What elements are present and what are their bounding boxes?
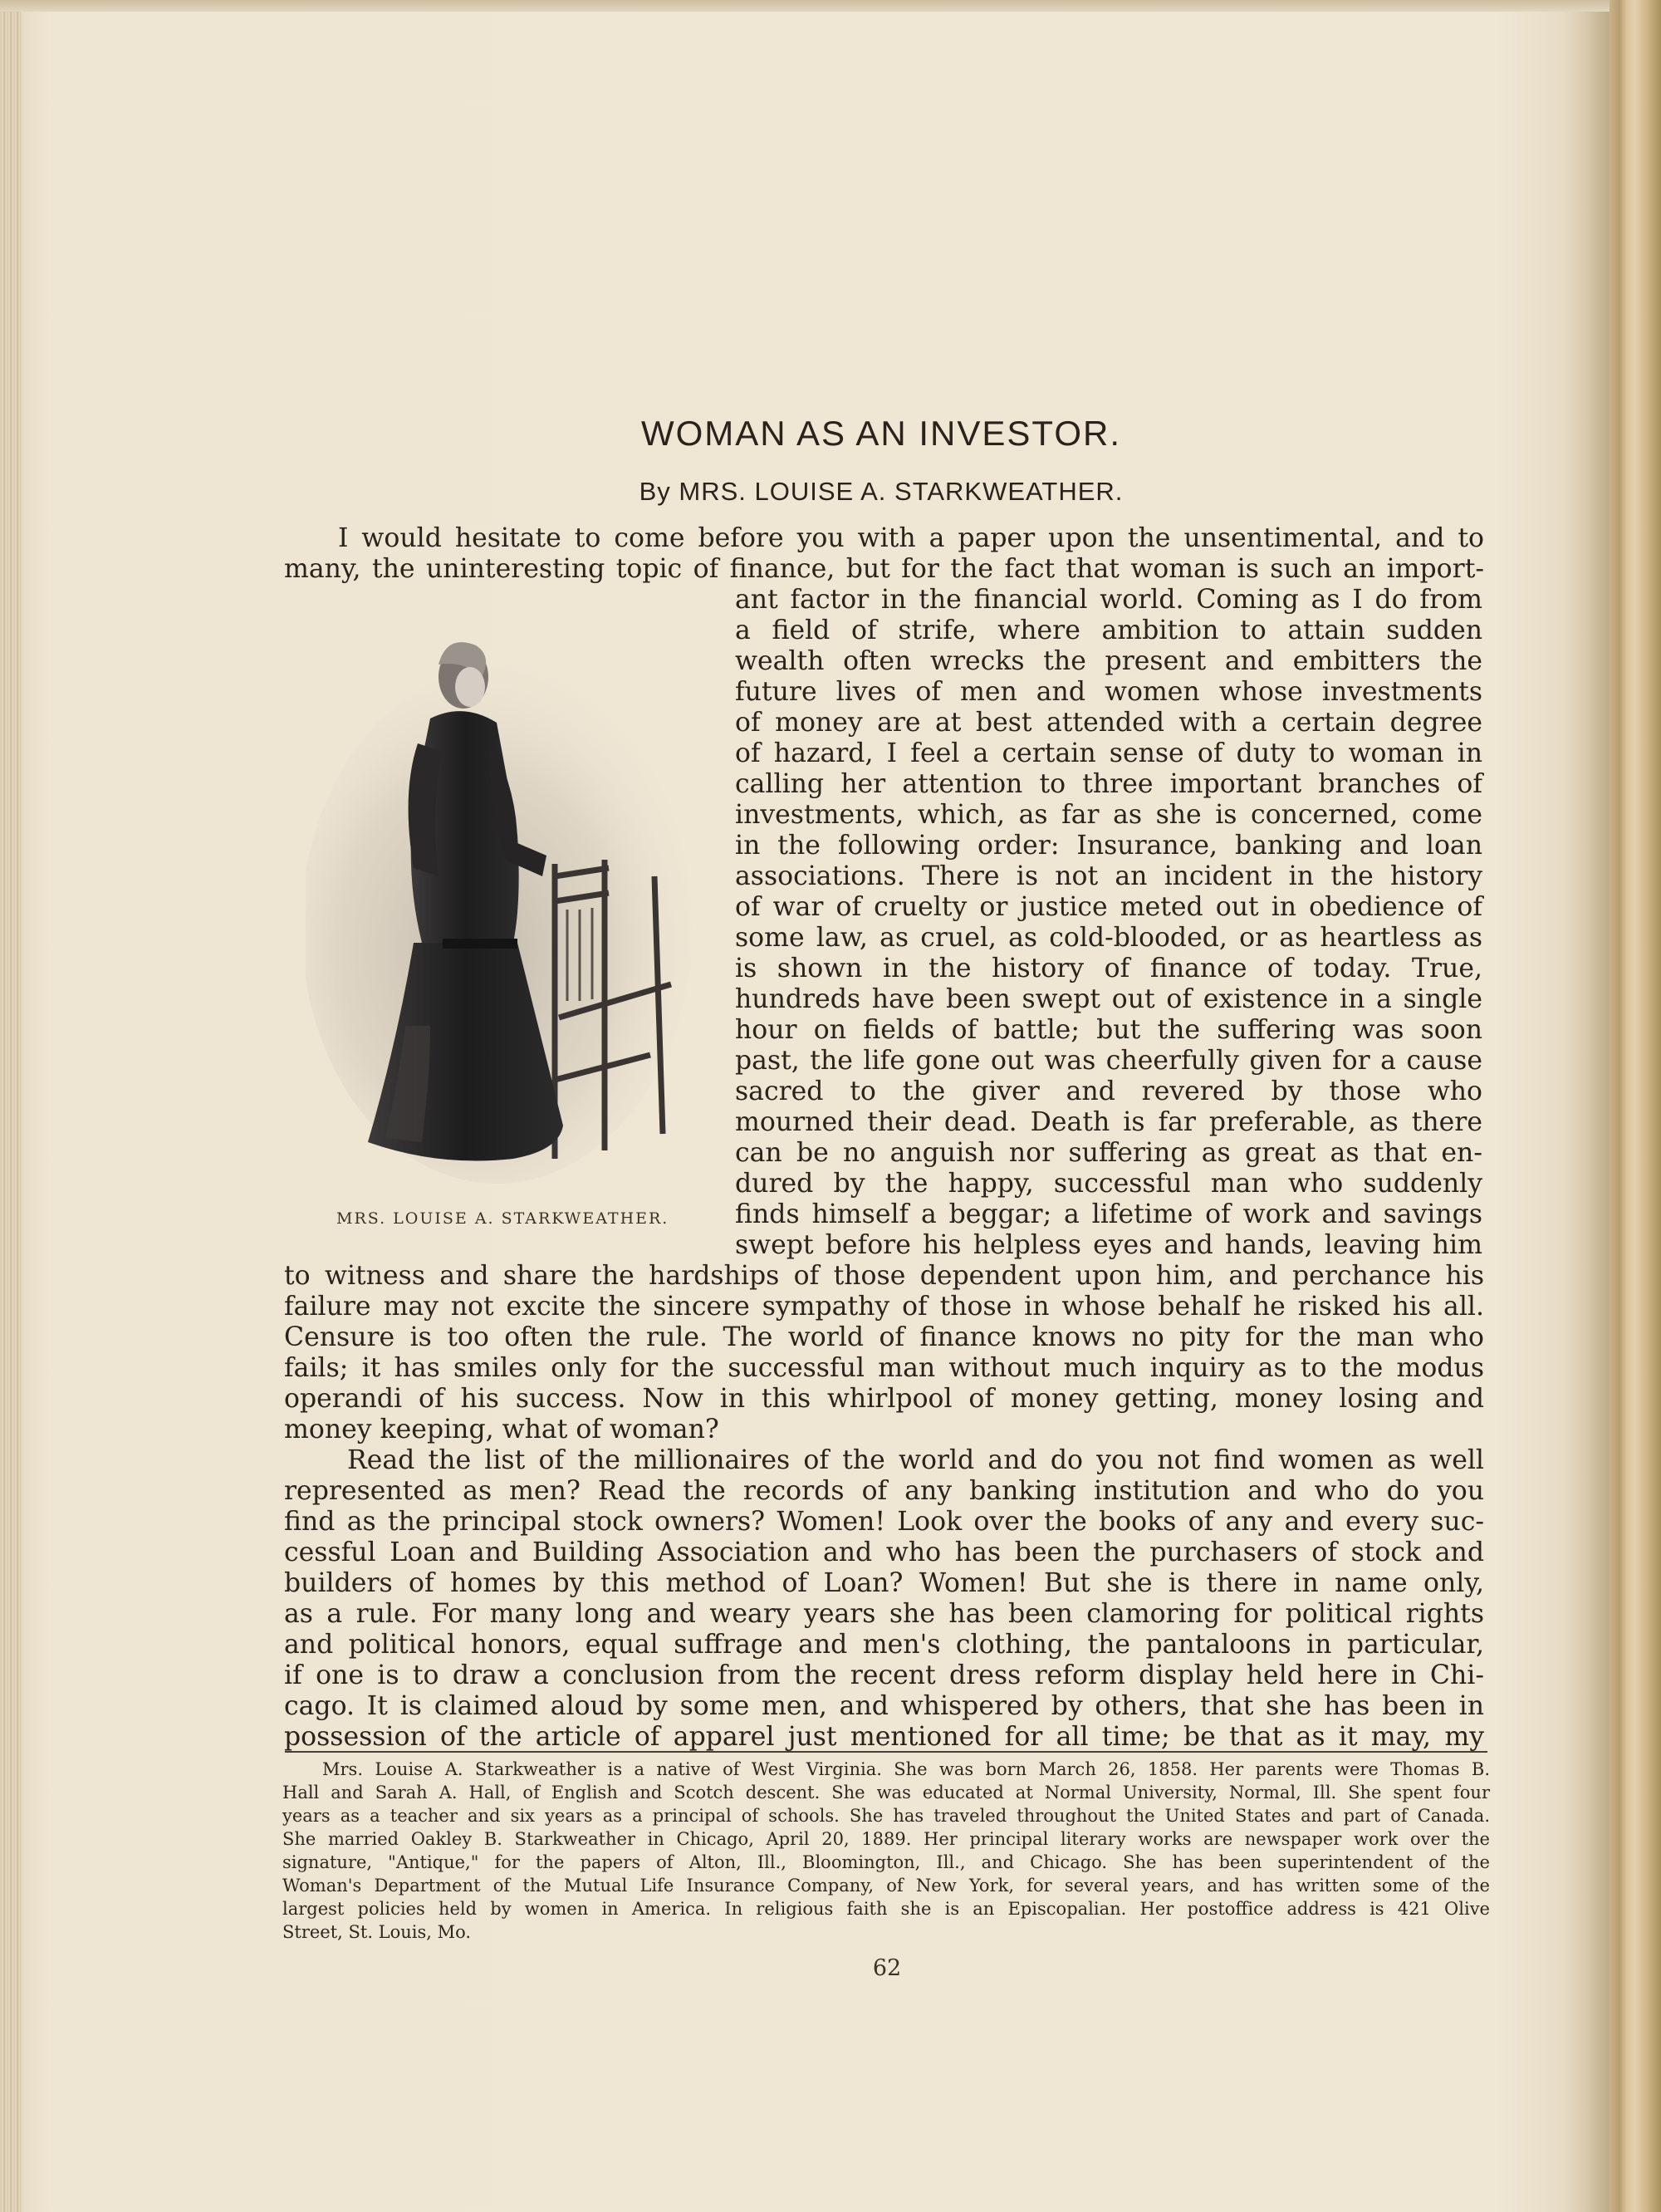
text-line: mourned their dead. Death is far preferable, as there [735, 1107, 1482, 1137]
text-line: many, the uninteresting topic of finance, but for the fact that woman is such an import- [284, 554, 1484, 584]
text-line: money keeping, what of woman? [284, 1415, 719, 1444]
footnote-line: largest policies held by women in America. In religious faith she is an Episcopalian. Her postoffice address is 421 Olive [282, 1899, 1490, 1919]
footnote-line: Woman's Department of the Mutual Life Insurance Company, of New York, for several years, and has written some of the [282, 1876, 1490, 1896]
text-line: builders of homes by this method of Loan? Women! But she is there in name only, [284, 1568, 1484, 1598]
text-line: if one is to draw a conclusion from the recent dress reform display held here in Chi- [284, 1660, 1484, 1690]
text-line: of hazard, I feel a certain sense of duty to woman in [735, 738, 1482, 768]
text-line: Censure is too often the rule. The world of finance knows no pity for the man who [284, 1322, 1484, 1352]
text-line: hour on fields of battle; but the suffering was soon [735, 1015, 1482, 1045]
text-line: dured by the happy, successful man who suddenly [735, 1169, 1482, 1199]
text-line: I would hesitate to come before you with a paper upon the unsentimental, and to [338, 523, 1484, 553]
text-line: find as the principal stock owners? Women! Look over the books of any and every suc- [284, 1507, 1484, 1537]
article-title: WOMAN AS AN INVESTOR. [641, 414, 1121, 453]
footnote-line: She married Oakley B. Starkweather in Chicago, April 20, 1889. Her principal literary works are newspaper work over the [282, 1829, 1490, 1849]
article-body-continued [284, 1261, 1484, 1759]
text-line: hundreds have been swept out of existence in a single [735, 984, 1482, 1014]
article-opening [284, 523, 1484, 590]
text-line: past, the life gone out was cheerfully given for a cause [735, 1046, 1482, 1076]
text-line: fails; it has smiles only for the successful man without much inquiry as to the modus [284, 1353, 1484, 1383]
text-line: a field of strife, where ambition to attain sudden [735, 616, 1482, 645]
article-byline: By MRS. LOUISE A. STARKWEATHER. [639, 477, 1124, 506]
page-binding [0, 0, 22, 2212]
text-line: sacred to the giver and revered by those who [735, 1077, 1482, 1106]
text-line: swept before his helpless eyes and hands, leaving him [735, 1230, 1482, 1260]
text-line: and political honors, equal suffrage and men's clothing, the pantaloons in particular, [284, 1630, 1484, 1660]
text-line: can be no anguish nor suffering as great as that en- [735, 1138, 1482, 1168]
text-line: future lives of men and women whose investments [735, 677, 1482, 707]
text-line: Read the list of the millionaires of the world and do you not find women as well [347, 1445, 1484, 1475]
author-footnote [282, 1758, 1490, 1944]
footnote-line: years as a teacher and six years as a principal of schools. She has traveled throughout the United States and part of Canada. [282, 1806, 1490, 1826]
text-line: operandi of his success. Now in this whirlpool of money getting, money losing and [284, 1384, 1484, 1414]
text-line: some law, as cruel, as cold-blooded, or as heartless as [735, 923, 1482, 953]
page-top-edge [0, 0, 1661, 12]
text-line: associations. There is not an incident in the history [735, 861, 1482, 891]
text-line: cago. It is claimed aloud by some men, and whispered by others, that she has been in [284, 1691, 1484, 1721]
text-line: represented as men? Read the records of any banking institution and who do you [284, 1476, 1484, 1506]
article-wrap-column [735, 585, 1482, 1266]
text-line: of war of cruelty or justice meted out in obedience of [735, 892, 1482, 922]
text-line: as a rule. For many long and weary years she has been clamoring for political rights [284, 1599, 1484, 1629]
footnote-line: Street, St. Louis, Mo. [282, 1922, 472, 1942]
footnote-line: signature, "Antique," for the papers of Alton, Ill., Bloomington, Ill., and Chicago. She has been superintendent of the [282, 1852, 1490, 1872]
text-line: cessful Loan and Building Association and who has been the purchasers of stock and [284, 1538, 1484, 1567]
text-line: possession of the article of apparel just mentioned for all time; be that as it may, my [284, 1722, 1484, 1752]
text-line: of money are at best attended with a certain degree [735, 708, 1482, 738]
footnote-divider [285, 1751, 1487, 1753]
portrait-photo [306, 627, 708, 1185]
portrait-caption: MRS. LOUISE A. STARKWEATHER. [336, 1209, 669, 1228]
text-line: in the following order: Insurance, banking and loan [735, 831, 1482, 861]
text-line: investments, which, as far as she is concerned, come [735, 800, 1482, 830]
footnote-line: Hall and Sarah A. Hall, of English and Scotch descent. She was educated at Normal University, Normal, Ill. She spent four [282, 1783, 1490, 1802]
footnote-line: Mrs. Louise A. Starkweather is a native of West Virginia. She was born March 26, 1858. Her parents were Thomas B. [322, 1759, 1490, 1779]
text-line: calling her attention to three important branches of [735, 769, 1482, 799]
text-line: is shown in the history of finance of today. True, [735, 954, 1482, 983]
text-line: to witness and share the hardships of those dependent upon him, and perchance his [284, 1261, 1484, 1291]
text-line: wealth often wrecks the present and embitters the [735, 646, 1482, 676]
text-line: finds himself a beggar; a lifetime of work and savings [735, 1199, 1482, 1229]
text-line: ant factor in the financial world. Coming as I do from [735, 585, 1482, 615]
page-right-edge [1610, 0, 1661, 2212]
page-number: 62 [872, 1955, 902, 1981]
text-line: failure may not excite the sincere sympathy of those in whose behalf he risked his all. [284, 1292, 1484, 1322]
